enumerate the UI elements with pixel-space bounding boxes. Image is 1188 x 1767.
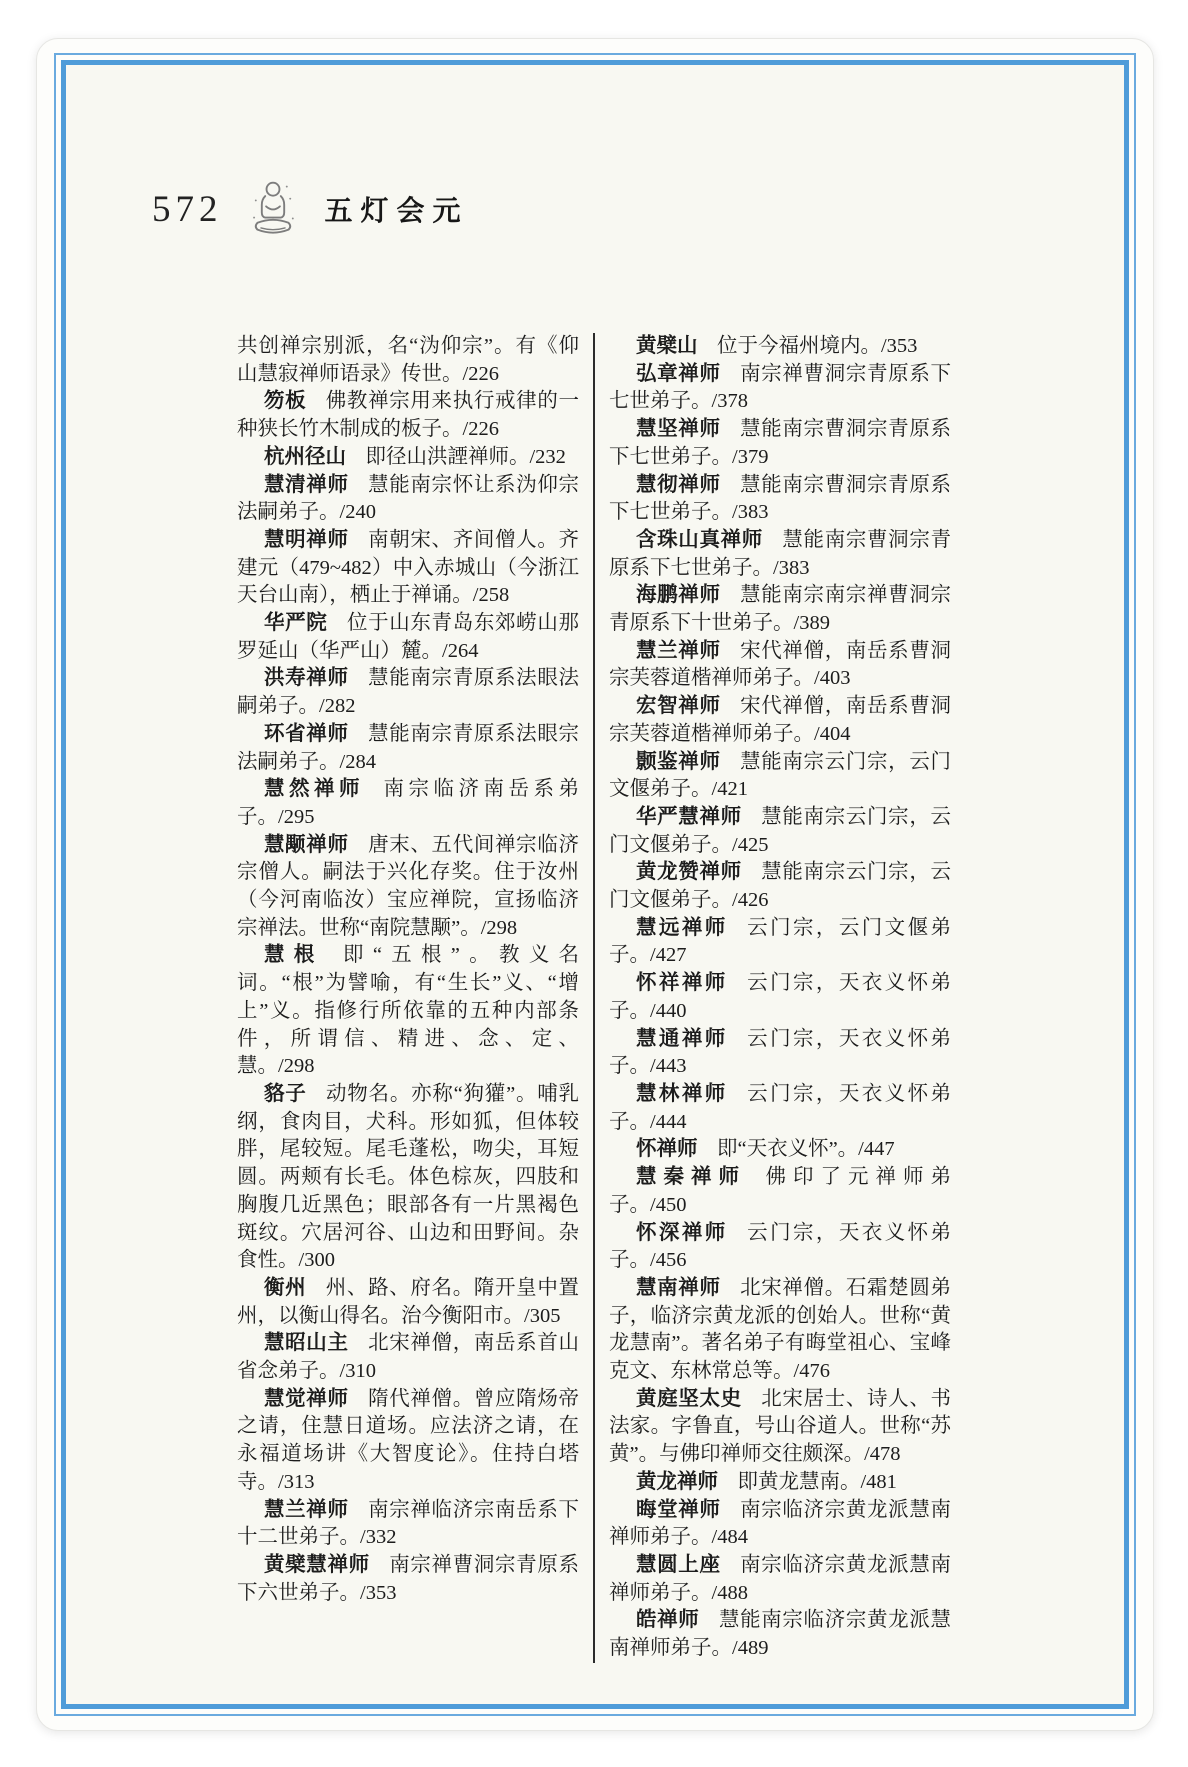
index-entry-description: 南宗临济宗黄龙派慧南禅师弟子。/488 bbox=[609, 1553, 951, 1604]
index-entry-term: 慧清禅师 bbox=[264, 473, 349, 496]
index-entry-term: 黄龙禅师 bbox=[636, 1470, 718, 1493]
index-entry bbox=[609, 472, 951, 527]
index-column-left bbox=[237, 333, 579, 1663]
index-entry-description: 宋代禅僧，南岳系曹洞宗芙蓉道楷禅师弟子。/404 bbox=[609, 695, 951, 745]
index-entry-term: 慧坚禅师 bbox=[636, 418, 721, 441]
index-entry bbox=[609, 1026, 951, 1081]
index-entry bbox=[609, 333, 951, 361]
index-entry bbox=[237, 610, 579, 665]
book-page-card bbox=[36, 38, 1154, 1731]
index-entry-description: 南宗禅曹洞宗青原系下七世弟子。/378 bbox=[609, 362, 951, 413]
column-divider-rule bbox=[593, 333, 595, 1663]
index-entry-term: 衡州 bbox=[264, 1276, 307, 1299]
index-entry-term: 慧彻禅师 bbox=[636, 473, 721, 496]
page-header bbox=[152, 177, 469, 241]
index-entry-term: 怀禅师 bbox=[636, 1138, 698, 1161]
index-entry-description: 即“天衣义怀”。/447 bbox=[716, 1138, 895, 1161]
index-entry-term: 杭州径山 bbox=[264, 445, 346, 468]
index-entry-term: 含珠山真禅师 bbox=[636, 528, 763, 551]
index-entry bbox=[609, 804, 951, 859]
index-entry-description: 南宗禅曹洞宗青原系下六世弟子。/353 bbox=[237, 1553, 579, 1604]
index-entry-term: 怀深禅师 bbox=[636, 1221, 728, 1244]
index-entry bbox=[609, 1607, 951, 1662]
index-entry bbox=[609, 1081, 951, 1136]
index-entry-description: 佛教禅宗用来执行戒律的一种狭长竹木制成的板子。/226 bbox=[237, 390, 579, 441]
index-entry-description: 宋代禅僧，南岳系曹洞宗芙蓉道楷禅师弟子。/403 bbox=[609, 639, 951, 690]
index-entry-term: 慧圆上座 bbox=[636, 1553, 721, 1576]
index-entry-description: 云门宗，天衣义怀弟子。/440 bbox=[609, 972, 952, 1022]
index-entry-term: 慧明禅师 bbox=[264, 528, 349, 551]
index-entry bbox=[609, 1136, 951, 1164]
index-entry-description: 唐末、五代间禅宗临济宗僧人。嗣法于兴化存奖。住于汝州（今河南临汝）宝应禅院，宣扬临济宗禅法。世称“南院慧颙”。/298 bbox=[237, 833, 579, 939]
index-entry bbox=[609, 970, 951, 1025]
index-entry-description: 南宗临济宗黄龙派慧南禅师弟子。/484 bbox=[609, 1498, 951, 1549]
index-entry-term: 环省禅师 bbox=[264, 722, 349, 745]
index-entry-term: 华严院 bbox=[264, 612, 328, 635]
index-entry-term: 晦堂禅师 bbox=[636, 1498, 721, 1521]
index-entry bbox=[609, 1220, 951, 1275]
index-entry-term: 慧兰禅师 bbox=[264, 1498, 349, 1521]
index-entry-term: 皓禅师 bbox=[636, 1609, 700, 1632]
index-entry bbox=[609, 1386, 951, 1469]
page-number: 572 bbox=[152, 188, 223, 230]
index-entry bbox=[237, 472, 579, 527]
index-entry bbox=[237, 1552, 579, 1607]
index-entry bbox=[609, 527, 951, 582]
index-entry-description: 南宗临济南岳系弟子。/295 bbox=[237, 778, 580, 828]
index-entry-description: 位于山东青岛东郊崂山那罗延山（华严山）麓。/264 bbox=[237, 612, 579, 662]
index-entry-term: 华严慧禅师 bbox=[636, 805, 742, 828]
index-entry-term: 慧林禅师 bbox=[636, 1082, 728, 1105]
index-entry-description: 慧能南宗曹洞宗青原系下七世弟子。/379 bbox=[609, 418, 951, 468]
buddha-icon bbox=[247, 178, 299, 240]
index-entry-term: 洪寿禅师 bbox=[264, 667, 349, 690]
index-entry-description: 慧能南宗青原系法眼法嗣弟子。/282 bbox=[237, 667, 579, 718]
index-entry-term: 慧南禅师 bbox=[636, 1276, 721, 1299]
index-entry bbox=[609, 915, 951, 970]
index-entry bbox=[609, 1469, 951, 1497]
index-entry-description: 慧能南宗青原系法眼宗法嗣弟子。/284 bbox=[237, 722, 579, 773]
index-entry bbox=[237, 1386, 579, 1497]
index-entry bbox=[609, 1164, 951, 1219]
index-entry-continuation bbox=[237, 333, 579, 388]
index-entry bbox=[609, 749, 951, 804]
index-entry bbox=[237, 942, 579, 1081]
index-entry bbox=[609, 1552, 951, 1607]
index-entry-term: 黄檗慧禅师 bbox=[264, 1553, 370, 1576]
index-entry-description: 云门宗，天衣义怀弟子。/456 bbox=[609, 1221, 952, 1272]
index-entry-term: 慧颙禅师 bbox=[264, 833, 349, 856]
index-entry-description: 北宋禅僧。石霜楚圆弟子，临济宗黄龙派的创始人。世称“黄龙慧南”。著名弟子有晦堂祖心、宝峰克文、东林常总等。/476 bbox=[609, 1276, 951, 1383]
index-entry bbox=[237, 527, 579, 610]
index-entry bbox=[237, 665, 579, 720]
index-entry-term: 慧根 bbox=[264, 944, 324, 967]
index-entry bbox=[609, 1275, 951, 1386]
index-entry-description: 位于今福州境内。/353 bbox=[716, 335, 918, 357]
index-entry bbox=[237, 1081, 579, 1275]
index-entry bbox=[609, 859, 951, 914]
index-entry-term: 宏智禅师 bbox=[636, 695, 721, 718]
index-entry-term: 慧秦禅师 bbox=[636, 1166, 747, 1189]
page-paper bbox=[66, 65, 1124, 1704]
index-entry-term: 弘章禅师 bbox=[636, 362, 721, 385]
book-title: 五灯会元 bbox=[324, 196, 469, 227]
index-entry-description: 即黄龙慧南。/481 bbox=[737, 1470, 897, 1493]
index-entry-description: 云门宗，云门文偃弟子。/427 bbox=[609, 916, 952, 967]
index-entry bbox=[609, 361, 951, 416]
index-entry bbox=[609, 582, 951, 637]
index-entry bbox=[237, 444, 579, 472]
index-entry-term: 慧然禅师 bbox=[264, 778, 365, 801]
index-entry-term: 慧觉禅师 bbox=[264, 1387, 349, 1410]
index-entry-term: 慧昭山主 bbox=[264, 1332, 349, 1355]
index-entry-term: 慧兰禅师 bbox=[636, 639, 721, 662]
index-entry bbox=[237, 721, 579, 776]
index-body bbox=[237, 333, 951, 1663]
index-entry-description: 云门宗，天衣义怀弟子。/443 bbox=[609, 1027, 952, 1078]
index-entry-description: 慧能南宗临济宗黄龙派慧南禅师弟子。/489 bbox=[609, 1609, 951, 1660]
index-entry-description: 慧能南宗南宗禅曹洞宗青原系下十世弟子。/389 bbox=[609, 584, 951, 635]
index-entry-term: 慧通禅师 bbox=[636, 1027, 728, 1050]
index-entry-term: 颢鉴禅师 bbox=[636, 750, 721, 773]
index-entry-term: 慧远禅师 bbox=[636, 916, 728, 939]
index-entry bbox=[237, 1497, 579, 1552]
index-entry bbox=[237, 832, 579, 943]
index-entry bbox=[237, 1275, 579, 1330]
index-entry bbox=[609, 638, 951, 693]
index-entry-description: 动物名。亦称“狗獾”。哺乳纲，食肉目，犬科。形如狐，但体较胖，尾较短。尾毛蓬松，吻尖，耳短圆。两颊有长毛。体色棕灰，四肢和胸腹几近黑色；眼部各有一片黑褐色斑纹。穴居河谷、山边和田野间。杂食性。/300 bbox=[237, 1082, 579, 1272]
index-entry-term: 黄檗山 bbox=[636, 335, 698, 357]
index-entry bbox=[237, 388, 579, 443]
index-entry-description: 即径山洪諲禅师。/232 bbox=[365, 445, 566, 468]
index-entry-description: 慧能南宗云门宗，云门文偃弟子。/426 bbox=[609, 861, 951, 912]
index-entry-term: 怀祥禅师 bbox=[636, 972, 728, 995]
index-entry-description: 共创禅宗别派，名“沩仰宗”。有《仰山慧寂禅师语录》传世。/226 bbox=[237, 335, 579, 385]
index-entry-description: 南宗禅临济宗南岳系下十二世弟子。/332 bbox=[237, 1498, 579, 1549]
index-entry-description: 慧能南宗曹洞宗青原系下七世弟子。/383 bbox=[609, 528, 951, 579]
index-entry-description: 南朝宋、齐间僧人。齐建元（479~482）中入赤城山（今浙江天台山南），栖止于禅诵。/258 bbox=[237, 528, 579, 607]
index-entry-term: 黄庭坚太史 bbox=[636, 1387, 742, 1410]
index-entry-description: 北宋居士、诗人、书法家。字鲁直，号山谷道人。世称“苏黄”。与佛印禅师交往颇深。/478 bbox=[609, 1387, 951, 1466]
index-entry-description: 州、路、府名。隋开皇中置州，以衡山得名。治今衡阳市。/305 bbox=[237, 1276, 579, 1327]
index-entry-description: 慧能南宗曹洞宗青原系下七世弟子。/383 bbox=[609, 473, 951, 524]
index-entry-term: 貉子 bbox=[264, 1082, 307, 1105]
page-frame-inner bbox=[61, 60, 1129, 1709]
index-entry-description: 隋代禅僧。曾应隋炀帝之请，住慧日道场。应法济之请，在永福道场讲《大智度论》。住持白塔寺。/313 bbox=[237, 1387, 579, 1493]
index-entry-description: 北宋禅僧，南岳系首山省念弟子。/310 bbox=[237, 1332, 579, 1383]
index-entry bbox=[237, 776, 579, 831]
index-entry-term: 海鹏禅师 bbox=[636, 584, 721, 607]
index-entry-term: 黄龙赞禅师 bbox=[636, 861, 742, 884]
page-frame-outer bbox=[54, 53, 1136, 1716]
index-entry-description: 云门宗，天衣义怀弟子。/444 bbox=[609, 1082, 952, 1133]
index-entry-description: 慧能南宗怀让系沩仰宗法嗣弟子。/240 bbox=[237, 473, 579, 524]
index-entry-description: 慧能南宗云门宗，云门文偃弟子。/425 bbox=[609, 805, 951, 856]
index-entry-description: 佛印了元禅师弟子。/450 bbox=[609, 1166, 952, 1216]
index-entry-description: 即“五根”。教义名词。“根”为譬喻，有“生长”义、“增上”义。指修行所依靠的五种内部条件，所谓信、精进、念、定、慧。/298 bbox=[237, 944, 580, 1078]
index-column-right bbox=[609, 333, 951, 1663]
index-entry-description: 慧能南宗云门宗，云门文偃弟子。/421 bbox=[609, 750, 951, 801]
index-entry bbox=[609, 1497, 951, 1552]
index-entry-term: 笏板 bbox=[264, 390, 307, 413]
index-entry bbox=[237, 1330, 579, 1385]
index-entry bbox=[609, 416, 951, 471]
index-entry bbox=[609, 693, 951, 748]
